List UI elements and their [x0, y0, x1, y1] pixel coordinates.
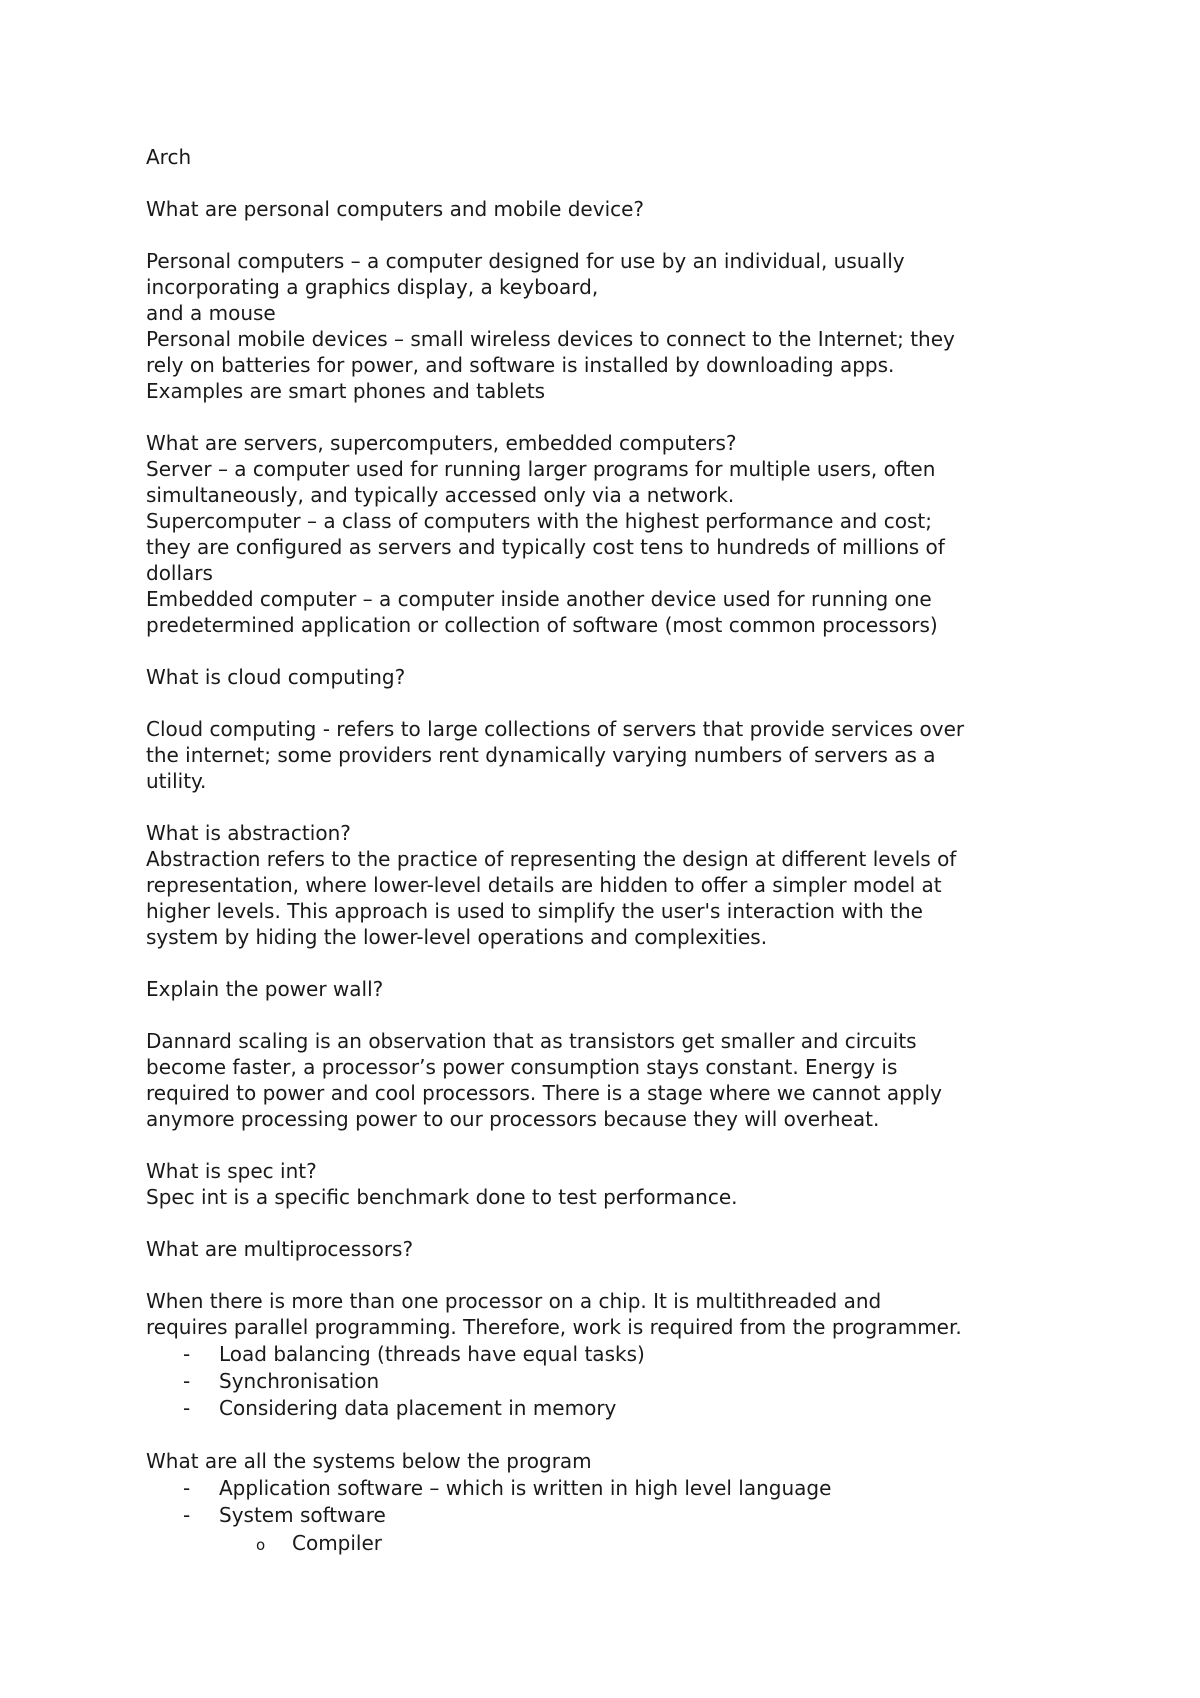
sub-bullet-marker: o: [256, 1536, 266, 1554]
answer-line: When there is more than one processor on a chip. It is multithreaded and: [146, 1289, 882, 1313]
answer-line: higher levels. This approach is used to simplify the user's interaction with the: [146, 899, 923, 923]
answer-line: Cloud computing - refers to large collections of servers that provide services over: [146, 717, 965, 741]
bullet-text: Application software – which is written in high level language: [219, 1476, 832, 1500]
answer-line: Examples are smart phones and tablets: [146, 379, 546, 403]
answer-line: rely on batteries for power, and software is installed by downloading apps.: [146, 353, 895, 377]
answer-line: utility.: [146, 769, 207, 793]
answer-line: Abstraction refers to the practice of representing the design at different levels of: [146, 847, 957, 871]
question-multiprocessors: What are multiprocessors?: [146, 1237, 414, 1261]
answer-line: predetermined application or collection of software (most common processors): [146, 613, 938, 637]
bullet-marker: -: [183, 1396, 191, 1420]
answer-line: requires parallel programming. Therefore, work is required from the programmer.: [146, 1315, 962, 1339]
question-servers: What are servers, supercomputers, embedded computers?: [146, 431, 737, 455]
question-abstraction: What is abstraction?: [146, 821, 351, 845]
answer-line: simultaneously, and typically accessed only via a network.: [146, 483, 735, 507]
bullet-text: Load balancing (threads have equal tasks): [219, 1342, 645, 1366]
answer-line: they are configured as servers and typically cost tens to hundreds of millions of: [146, 535, 945, 559]
answer-line: the internet; some providers rent dynamically varying numbers of servers as a: [146, 743, 936, 767]
question-systems-below-program: What are all the systems below the program: [146, 1449, 592, 1473]
bullet-text: Considering data placement in memory: [219, 1396, 617, 1420]
bullet-marker: -: [183, 1503, 191, 1527]
bullet-marker: -: [183, 1476, 191, 1500]
answer-line: Personal mobile devices – small wireless devices to connect to the Internet; they: [146, 327, 955, 351]
question-cloud-computing: What is cloud computing?: [146, 665, 406, 689]
answer-line: Server – a computer used for running larger programs for multiple users, often: [146, 457, 936, 481]
sub-bullet-text: Compiler: [292, 1531, 383, 1555]
answer-line: system by hiding the lower-level operations and complexities.: [146, 925, 768, 949]
answer-line: required to power and cool processors. There is a stage where we cannot apply: [146, 1081, 942, 1105]
answer-line: and a mouse: [146, 301, 276, 325]
answer-line: Embedded computer – a computer inside another device used for running one: [146, 587, 932, 611]
answer-line: dollars: [146, 561, 213, 585]
answer-line: anymore processing power to our processors because they will overheat.: [146, 1107, 880, 1131]
question-spec-int: What is spec int?: [146, 1159, 317, 1183]
answer-line: Dannard scaling is an observation that as transistors get smaller and circuits: [146, 1029, 917, 1053]
answer-line: Supercomputer – a class of computers with the highest performance and cost;: [146, 509, 932, 533]
bullet-text: Synchronisation: [219, 1369, 380, 1393]
answer-line: incorporating a graphics display, a keyboard,: [146, 275, 599, 299]
question-power-wall: Explain the power wall?: [146, 977, 384, 1001]
answer-line: Spec int is a specific benchmark done to test performance.: [146, 1185, 738, 1209]
bullet-marker: -: [183, 1369, 191, 1393]
document-title: Arch: [146, 145, 192, 169]
answer-line: representation, where lower-level details are hidden to offer a simpler model at: [146, 873, 942, 897]
question-personal-computers: What are personal computers and mobile device?: [146, 197, 645, 221]
bullet-text: System software: [219, 1503, 386, 1527]
answer-line: become faster, a processor’s power consumption stays constant. Energy is: [146, 1055, 898, 1079]
answer-line: Personal computers – a computer designed for use by an individual, usually: [146, 249, 905, 273]
bullet-marker: -: [183, 1342, 191, 1366]
